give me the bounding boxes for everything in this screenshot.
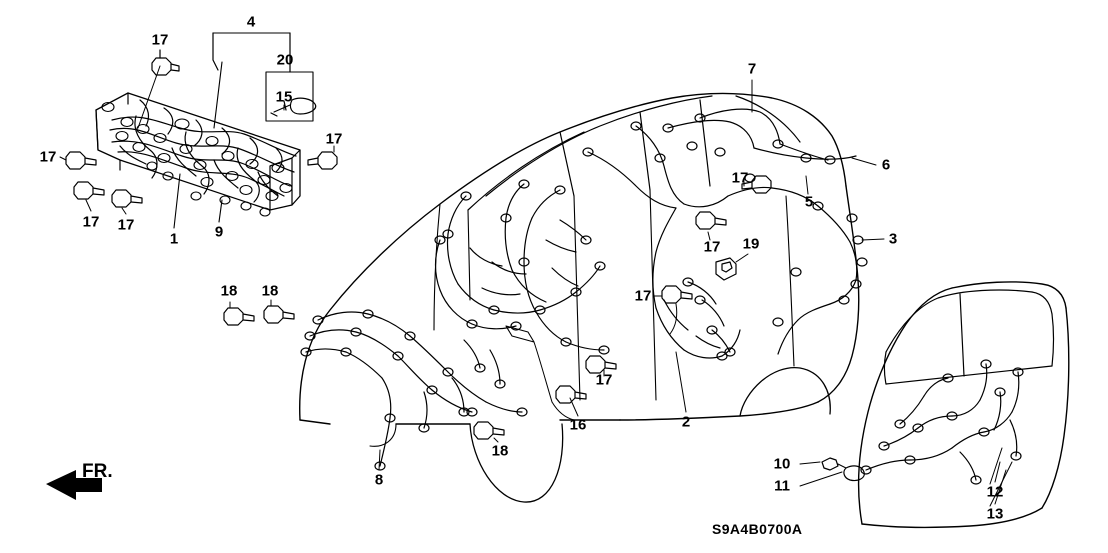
- callout-16: 16: [569, 416, 587, 434]
- vehicle-body-outline: [300, 94, 859, 503]
- callout-18-a: 18: [220, 282, 238, 300]
- callout-18-c: 18: [491, 442, 509, 460]
- callout-2: 2: [681, 413, 691, 431]
- callout-17-lower-left-b: 17: [117, 216, 135, 234]
- callout-17-quarter: 17: [703, 238, 721, 256]
- leader-lines: [379, 80, 1006, 504]
- callout-10: 10: [773, 455, 791, 473]
- callout-13: 13: [986, 505, 1004, 523]
- front-direction-label: FR.: [82, 461, 113, 482]
- callout-17-rear-roof: 17: [731, 169, 749, 187]
- callout-17-panel-right: 17: [325, 130, 343, 148]
- door-panel: [859, 282, 1069, 527]
- callout-1: 1: [169, 230, 179, 248]
- callout-8: 8: [374, 471, 384, 489]
- callout-20: 20: [276, 51, 294, 69]
- callout-9: 9: [214, 223, 224, 241]
- callout-15: 15: [275, 88, 293, 106]
- callout-11: 11: [774, 477, 790, 495]
- bolt-group-body: [224, 176, 771, 442]
- callout-17-lower-left-a: 17: [82, 213, 100, 231]
- callout-3: 3: [888, 230, 898, 248]
- callout-5: 5: [804, 193, 814, 211]
- callout-18-b: 18: [261, 282, 279, 300]
- callout-17-panel-left: 17: [39, 148, 57, 166]
- callout-6: 6: [881, 156, 891, 174]
- callout-7: 7: [747, 60, 757, 78]
- callout-12: 12: [986, 483, 1004, 501]
- callout-17-top-left: 17: [151, 31, 169, 49]
- part-number-code: S9A4B0700A: [712, 521, 803, 537]
- callout-17-floor: 17: [595, 371, 613, 389]
- callout-17-center: 17: [634, 287, 652, 305]
- callout-19: 19: [742, 235, 760, 253]
- callout-4: 4: [246, 13, 256, 31]
